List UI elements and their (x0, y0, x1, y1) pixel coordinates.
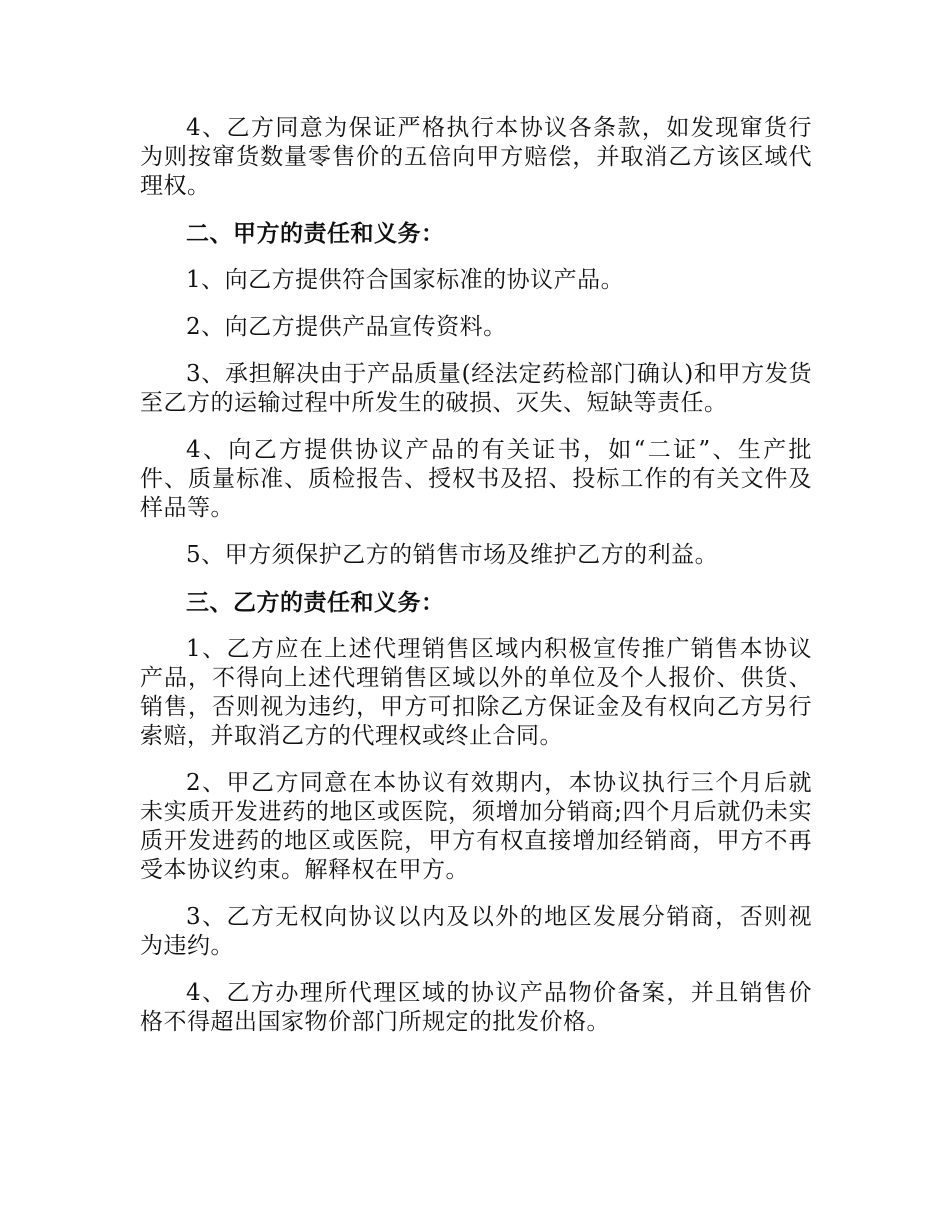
clause-2-3: 3、承担解决由于产品质量(经法定药检部门确认)和甲方发货至乙方的运输过程中所发生的破损、灭失、短缺等责任。 (140, 361, 812, 416)
clause-2-1: 1、向乙方提供符合国家标准的协议产品。 (186, 267, 625, 293)
clause-2-5: 5、甲方须保护乙方的销售市场及维护乙方的利益。 (186, 542, 719, 568)
clause-3-3: 3、乙方无权向协议以内及以外的地区发展分销商，否则视为违约。 (140, 904, 812, 959)
clause-3-1: 1、乙方应在上述代理销售区域内积极宣传推广销售本协议产品，不得向上述代理销售区域以外的单位及个人报价、供货、销售，否则视为违约，甲方可扣除乙方保证金及有权向乙方另行索赔，并取消乙方的代理权或终止合同。 (140, 636, 812, 749)
section-heading-3: 三、乙方的责任和义务： (186, 589, 445, 616)
clause-2-2: 2、向乙方提供产品宣传资料。 (186, 314, 507, 340)
section-heading-2: 二、甲方的责任和义务： (186, 220, 445, 247)
clause-3-2: 2、甲乙方同意在本协议有效期内，本协议执行三个月后就未实质开发进药的地区或医院，须增加分销商;四个月后就仍未实质开发进药的地区或医院，甲方有权直接增加经销商，甲方不再受本协议约束。解释权在甲方。 (140, 770, 812, 883)
document-page (140, 114, 812, 1037)
clause-3-4: 4、乙方办理所代理区域的协议产品物价备案，并且销售价格不得超出国家物价部门所规定的批发价格。 (140, 980, 812, 1035)
clause-1-4: 4、乙方同意为保证严格执行本协议各条款，如发现窜货行为则按窜货数量零售价的五倍向甲方赔偿，并取消乙方该区域代理权。 (140, 115, 812, 199)
clause-2-4: 4、向乙方提供协议产品的有关证书，如“二证”、生产批件、质量标准、质检报告、授权书及招、投标工作的有关文件及样品等。 (140, 437, 812, 521)
